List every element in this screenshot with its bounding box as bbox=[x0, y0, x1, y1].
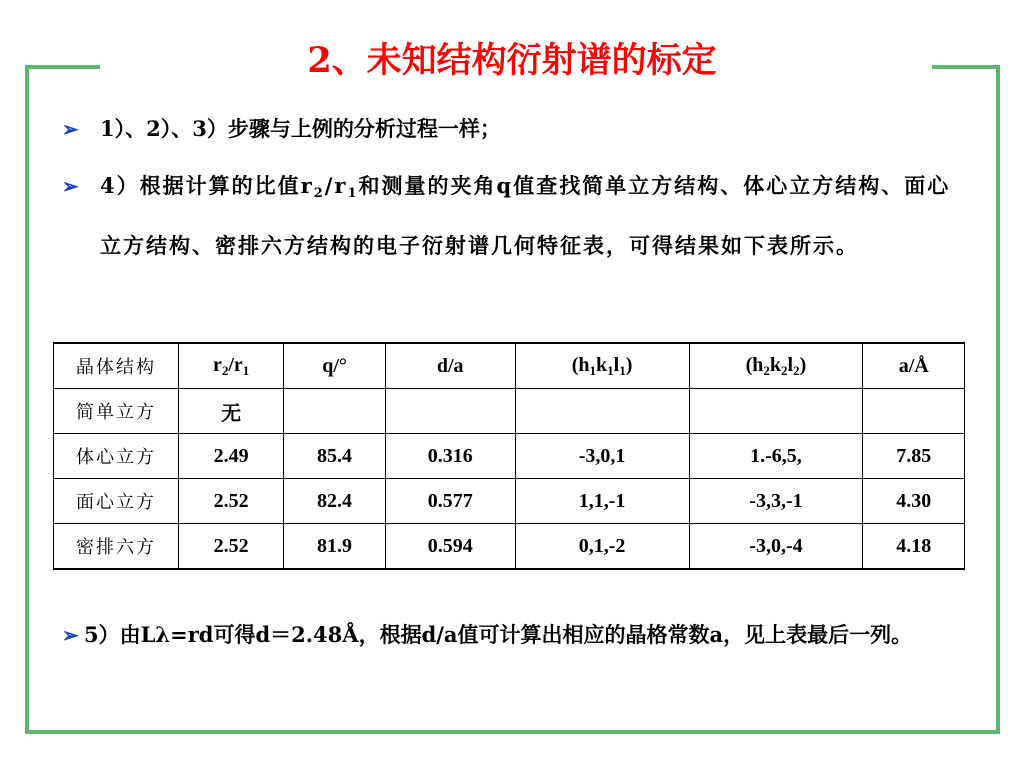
hkl2-s2: 2 bbox=[781, 362, 788, 378]
cell-a: 4.30 bbox=[863, 479, 965, 524]
hkl1-close: ) bbox=[625, 353, 633, 376]
cell-ratio: 2.52 bbox=[179, 524, 284, 570]
hkl2-l: l bbox=[787, 353, 794, 376]
frame-bottom bbox=[25, 730, 1000, 734]
cell-da bbox=[385, 389, 515, 434]
cell-q: 82.4 bbox=[284, 479, 386, 524]
header-ratio-mid: /r bbox=[228, 353, 243, 376]
hkl1-s1: 1 bbox=[589, 362, 596, 378]
bullet-2 bbox=[62, 160, 972, 272]
cell-hkl2: -3,3,-1 bbox=[689, 479, 863, 524]
cell-q: 85.4 bbox=[284, 434, 386, 479]
header-crystal-structure: 晶体结构 bbox=[54, 343, 179, 389]
cell-ratio: 2.52 bbox=[179, 479, 284, 524]
cell-hkl2: 1.-6,5, bbox=[689, 434, 863, 479]
frame-right bbox=[996, 65, 1000, 734]
cell-hkl1: 0,1,-2 bbox=[515, 524, 689, 570]
header-da: d/a bbox=[385, 343, 515, 389]
hkl2-h: (h bbox=[745, 353, 764, 376]
slide-title: 2、未知结构衍射谱的标定 bbox=[307, 40, 717, 81]
row-name: 体心立方 bbox=[54, 434, 179, 479]
bullet-2-mid: /r bbox=[324, 173, 348, 198]
bullet-2-sub2: 1 bbox=[347, 186, 359, 201]
hkl2-s3: 2 bbox=[793, 362, 800, 378]
bullet-2-text bbox=[100, 160, 970, 272]
table-row bbox=[54, 524, 965, 570]
hkl1-k: k bbox=[596, 353, 608, 376]
table-header-row bbox=[54, 343, 965, 389]
hkl2-close: ) bbox=[799, 353, 807, 376]
cell-hkl2 bbox=[689, 389, 863, 434]
bullet-2-pre: 4）根据计算的比值r bbox=[100, 173, 314, 198]
cell-da: 0.316 bbox=[385, 434, 515, 479]
hkl1-s3: 1 bbox=[619, 362, 626, 378]
cell-ratio: 2.49 bbox=[179, 434, 284, 479]
header-ratio-sub2: 1 bbox=[242, 362, 250, 378]
cell-da: 0.577 bbox=[385, 479, 515, 524]
bullet-1 bbox=[62, 103, 972, 155]
cell-hkl1: -3,0,1 bbox=[515, 434, 689, 479]
header-ratio-sub1: 2 bbox=[221, 362, 229, 378]
bullet-5-text: 5）由Lλ=rd可得d＝2.48Å，根据d/a值可计算出相应的晶格常数a，见上表最后一列。 bbox=[84, 622, 913, 647]
bullet-1-text: 1）、2）、3）步骤与上例的分析过程一样； bbox=[100, 116, 501, 141]
cell-ratio: 无 bbox=[179, 389, 284, 434]
hkl1-l: l bbox=[613, 353, 620, 376]
header-hkl1 bbox=[515, 343, 689, 389]
cell-hkl2: -3,0,-4 bbox=[689, 524, 863, 570]
cell-a: 4.18 bbox=[863, 524, 965, 570]
cell-da: 0.594 bbox=[385, 524, 515, 570]
bullet-2-sub1: 2 bbox=[313, 186, 325, 201]
row-name: 简单立方 bbox=[54, 389, 179, 434]
row-name: 密排六方 bbox=[54, 524, 179, 570]
header-ratio bbox=[179, 343, 284, 389]
row-name: 面心立方 bbox=[54, 479, 179, 524]
hkl2-k: k bbox=[769, 353, 782, 376]
results-table bbox=[53, 342, 965, 570]
cell-hkl1 bbox=[515, 389, 689, 434]
table-row bbox=[54, 434, 965, 479]
table-row bbox=[54, 389, 965, 434]
hkl2-s1: 2 bbox=[763, 362, 770, 378]
arrow-bullet-icon: ➢ bbox=[62, 623, 79, 647]
arrow-bullet-icon: ➢ bbox=[62, 174, 79, 198]
header-q: q/° bbox=[284, 343, 386, 389]
bullet-5 bbox=[62, 609, 972, 661]
cell-q bbox=[284, 389, 386, 434]
arrow-bullet-icon: ➢ bbox=[62, 117, 79, 141]
header-hkl2 bbox=[689, 343, 863, 389]
header-ratio-r: r bbox=[212, 353, 222, 376]
bullet-2-post: 和测量的夹角q值查找简单立方结构、体心立方结构、面心立方结构、密排六方结构的电子衍射谱几何特征表，可得结果如下表所示。 bbox=[100, 173, 951, 258]
hkl1-h: (h bbox=[571, 353, 590, 376]
cell-a: 7.85 bbox=[863, 434, 965, 479]
header-a: a/Å bbox=[863, 343, 965, 389]
table-row bbox=[54, 479, 965, 524]
cell-hkl1: 1,1,-1 bbox=[515, 479, 689, 524]
hkl1-s2: 1 bbox=[607, 362, 614, 378]
cell-a bbox=[863, 389, 965, 434]
frame-left bbox=[25, 65, 29, 734]
cell-q: 81.9 bbox=[284, 524, 386, 570]
